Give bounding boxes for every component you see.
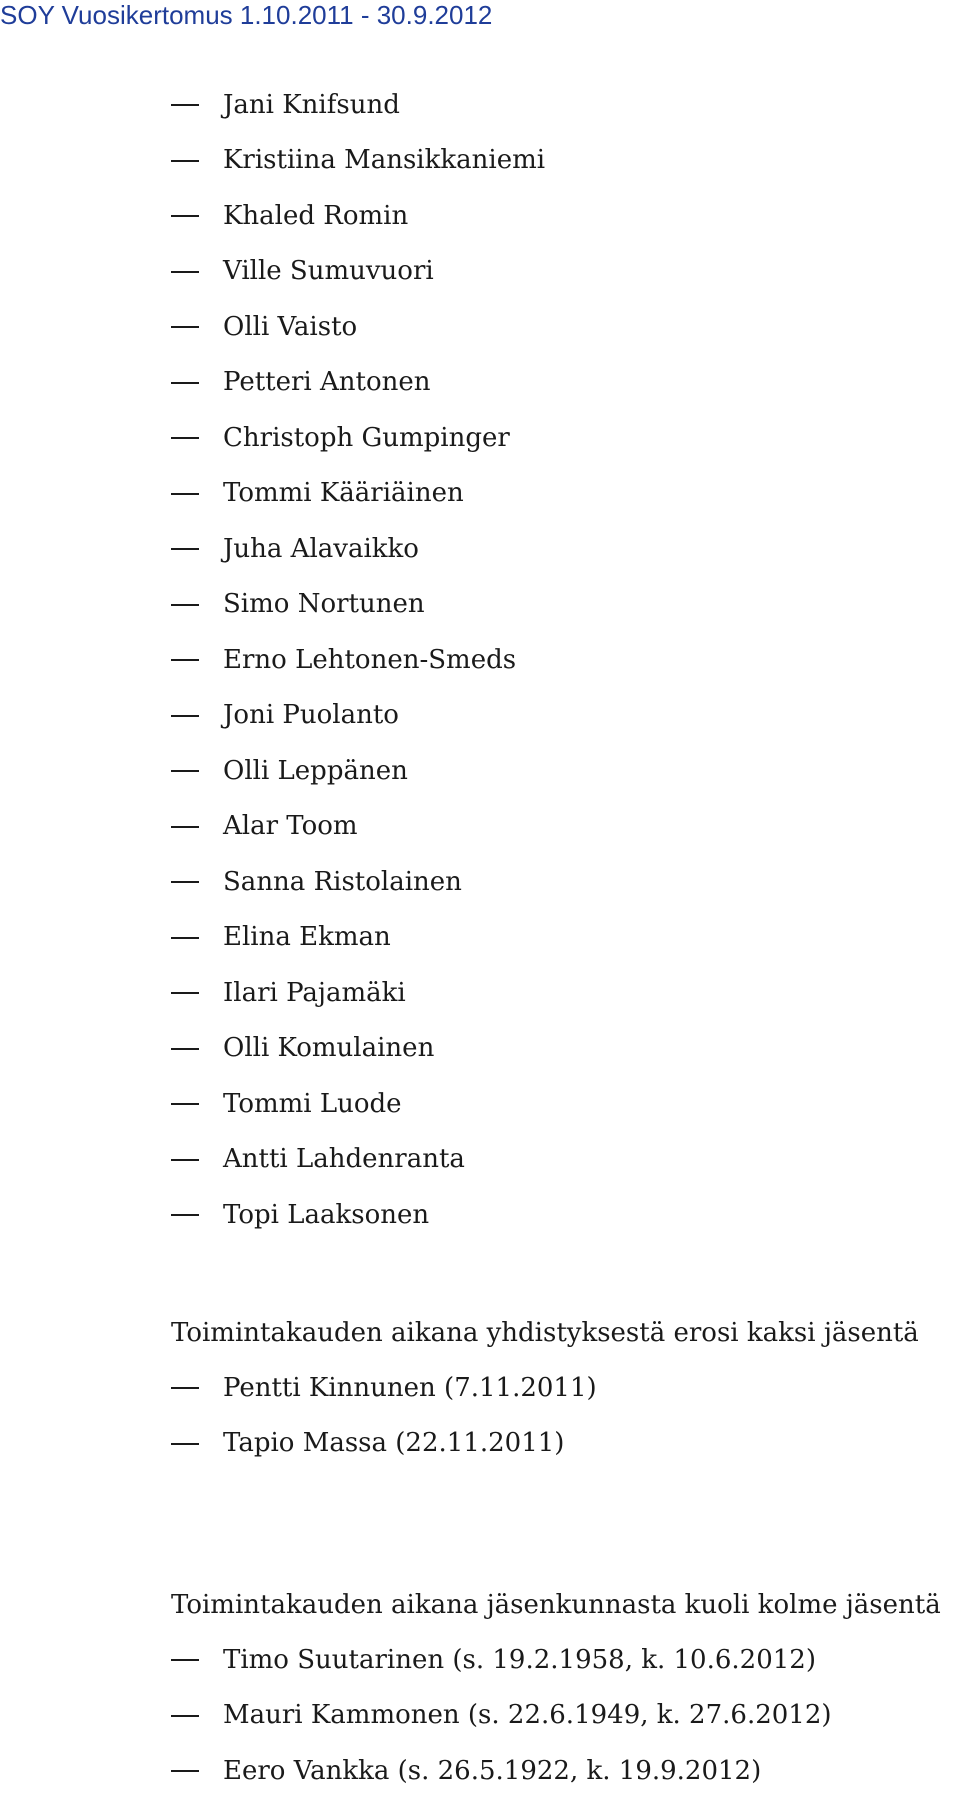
member-name: Erno Lehtonen-Smeds <box>223 644 517 675</box>
list-item <box>171 1076 545 1132</box>
dash-bullet-icon <box>171 104 199 106</box>
list-item <box>171 799 545 855</box>
member-name: Simo Nortunen <box>223 589 425 620</box>
member-name: Tommi Luode <box>223 1088 402 1119</box>
member-name: Antti Lahdenranta <box>223 1144 465 1175</box>
resigned-list <box>171 1360 919 1471</box>
page-header: SOY Vuosikertomus 1.10.2011 - 30.9.2012 <box>0 0 493 30</box>
resigned-section <box>171 1306 919 1471</box>
list-item <box>171 1743 941 1799</box>
member-name: Olli Vaisto <box>223 311 358 342</box>
member-name: Kristiina Mansikkaniemi <box>223 145 546 176</box>
member-name: Tommi Kääriäinen <box>223 478 464 509</box>
dash-bullet-icon <box>171 1770 199 1772</box>
list-item <box>171 299 545 355</box>
dash-bullet-icon <box>171 1715 199 1717</box>
list-item <box>171 1021 545 1077</box>
member-name: Topi Laaksonen <box>223 1199 430 1230</box>
member-name: Juha Alavaikko <box>223 533 419 564</box>
deceased-member: Mauri Kammonen (s. 22.6.1949, k. 27.6.2012) <box>223 1700 832 1731</box>
dash-bullet-icon <box>171 1048 199 1050</box>
list-item <box>171 1416 919 1472</box>
dash-bullet-icon <box>171 770 199 772</box>
dash-bullet-icon <box>171 160 199 162</box>
member-name: Joni Puolanto <box>223 700 399 731</box>
list-item <box>171 688 545 744</box>
list-item <box>171 743 545 799</box>
list-item <box>171 521 545 577</box>
list-item <box>171 1360 919 1416</box>
deceased-list <box>171 1632 941 1799</box>
member-name: Ville Sumuvuori <box>223 256 434 287</box>
list-item <box>171 1132 545 1188</box>
list-item <box>171 632 545 688</box>
dash-bullet-icon <box>171 826 199 828</box>
member-name: Ilari Pajamäki <box>223 977 406 1008</box>
dash-bullet-icon <box>171 604 199 606</box>
member-name: Sanna Ristolainen <box>223 866 462 897</box>
member-name: Petteri Antonen <box>223 367 431 398</box>
members-list <box>171 77 545 1243</box>
dash-bullet-icon <box>171 715 199 717</box>
member-name: Elina Ekman <box>223 922 391 953</box>
list-item <box>171 1632 941 1688</box>
member-name: Khaled Romin <box>223 200 409 231</box>
dash-bullet-icon <box>171 437 199 439</box>
list-item <box>171 466 545 522</box>
list-item <box>171 910 545 966</box>
list-item <box>171 355 545 411</box>
list-item <box>171 965 545 1021</box>
members-section <box>171 77 545 1243</box>
resigned-member: Tapio Massa (22.11.2011) <box>223 1428 565 1459</box>
section-heading: Toimintakauden aikana jäsenkunnasta kuoli kolme jäsentä <box>171 1590 941 1620</box>
dash-bullet-icon <box>171 881 199 883</box>
dash-bullet-icon <box>171 271 199 273</box>
dash-bullet-icon <box>171 1159 199 1161</box>
deceased-section <box>171 1578 941 1799</box>
dash-bullet-icon <box>171 1443 199 1445</box>
dash-bullet-icon <box>171 659 199 661</box>
member-name: Alar Toom <box>223 811 358 842</box>
list-item <box>171 577 545 633</box>
deceased-member: Timo Suutarinen (s. 19.2.1958, k. 10.6.2012) <box>223 1644 816 1675</box>
resigned-member: Pentti Kinnunen (7.11.2011) <box>223 1372 597 1403</box>
dash-bullet-icon <box>171 382 199 384</box>
member-name: Jani Knifsund <box>223 89 400 120</box>
member-name: Olli Leppänen <box>223 755 408 786</box>
list-item <box>171 244 545 300</box>
member-name: Christoph Gumpinger <box>223 422 510 453</box>
dash-bullet-icon <box>171 215 199 217</box>
list-item <box>171 410 545 466</box>
dash-bullet-icon <box>171 493 199 495</box>
dash-bullet-icon <box>171 326 199 328</box>
dash-bullet-icon <box>171 992 199 994</box>
dash-bullet-icon <box>171 1387 199 1389</box>
list-item <box>171 77 545 133</box>
list-item <box>171 188 545 244</box>
dash-bullet-icon <box>171 937 199 939</box>
list-item <box>171 133 545 189</box>
dash-bullet-icon <box>171 548 199 550</box>
deceased-member: Eero Vankka (s. 26.5.1922, k. 19.9.2012) <box>223 1755 762 1786</box>
list-item <box>171 1688 941 1744</box>
member-name: Olli Komulainen <box>223 1033 435 1064</box>
section-heading: Toimintakauden aikana yhdistyksestä erosi kaksi jäsentä <box>171 1318 919 1348</box>
list-item <box>171 1187 545 1243</box>
dash-bullet-icon <box>171 1103 199 1105</box>
dash-bullet-icon <box>171 1659 199 1661</box>
dash-bullet-icon <box>171 1214 199 1216</box>
list-item <box>171 854 545 910</box>
